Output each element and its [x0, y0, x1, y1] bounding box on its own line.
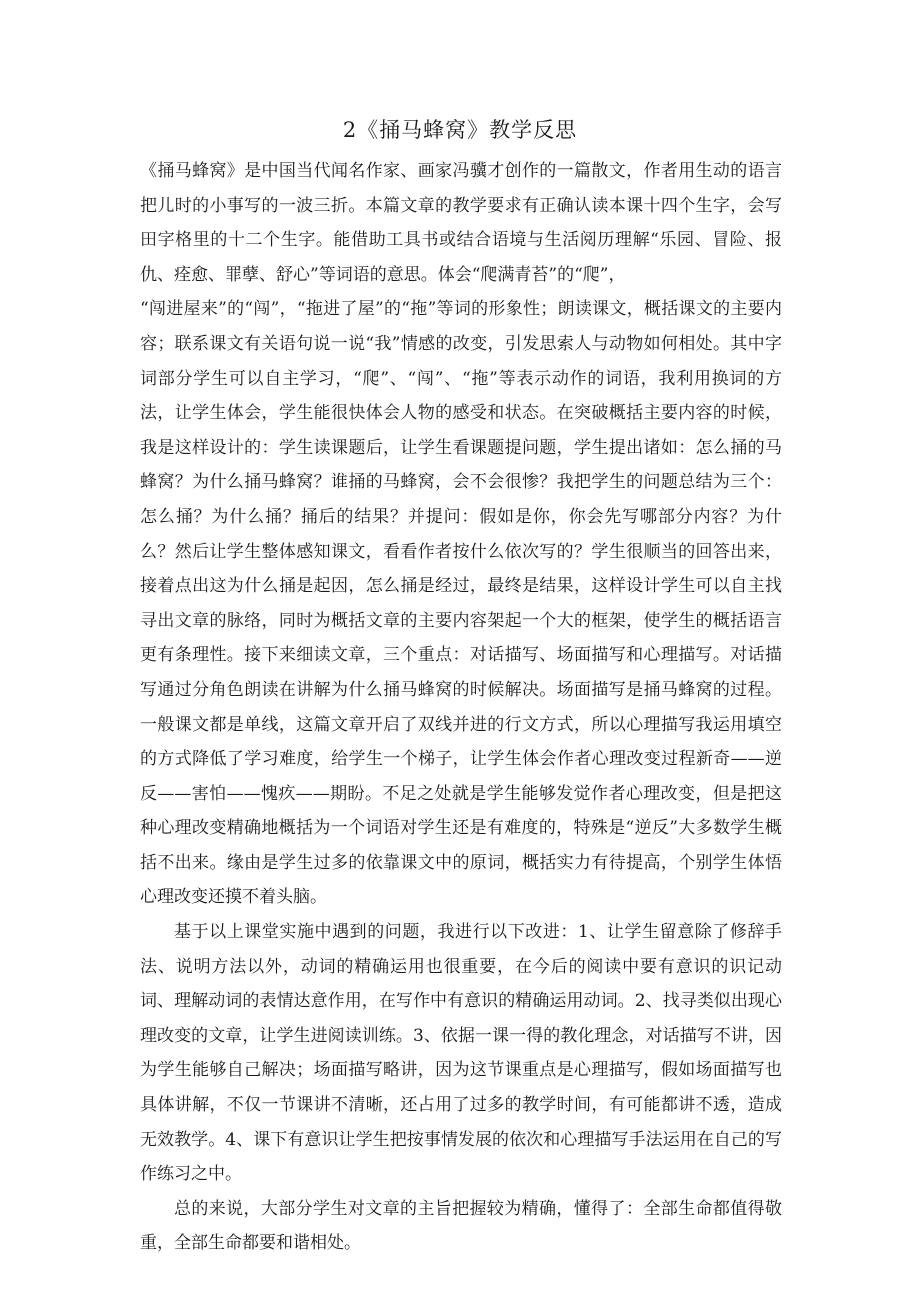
paragraph-intro: 《捅马蜂窝》是中国当代闻名作家、画家冯骥才创作的一篇散文，作者用生动的语言把儿时的小事写的一波三折。本篇文章的教学要求有正确认读本课十四个生字，会写田字格里的十二个生字。能借助工具书或结合语境与生活阅历理解“乐园、冒险、报仇、痊愈、罪孽、舒心”等词语的意思。体会“爬满青苔”的“爬”，	[140, 161, 782, 285]
document-title: 2《捅马蜂窝》教学反思	[342, 118, 578, 142]
paragraph-conclusion: 总的来说，大部分学生对文章的主旨把握较为精确，懂得了：全部生命都值得敬重，全部生命都要和谐相处。	[140, 1198, 782, 1254]
paragraph-teaching-process: “闯进屋来”的“闯”，“拖进了屋”的“拖”等词的形象性；朗读课文，概括课文的主要内容；联系课文有关语句说一说“我”情感的改变，引发思索人与动物如何相处。其中字词部分学生可以自主学习，“爬”、“闯”、“拖”等表示动作的词语，我利用换词的方法，让学生体会，学生能很快体会人物的感受和状态。在突破概括主要内容的时候，我是这样设计的：学生读课题后，让学生看课题提问题，学生提出诸如：怎么捅的马蜂窝？为什么捅马蜂窝？谁捅的马蜂窝，会不会很惨？我把学生的问题总结为三个：怎么捅？为什么捅？捅后的结果？并提问：假如是你，你会先写哪部分内容？为什么？然后让学生整体感知课文，看看作者按什么依次写的？学生很顺当的回答出来，接着点出这为什么捅是起因，怎么捅是经过，最终是结果，这样设计学生可以自主找寻出文章的脉络，同时为概括文章的主要内容架起一个大的框架，使学生的概括语言更有条理性。接下来细读文章，三个重点：对话描写、场面描写和心理描写。对话描写通过分角色朗读在讲解为什么捅马蜂窝的时候解决。场面描写是捅马蜂窝的过程。一般课文都是单线，这篇文章开启了双线并进的行文方式，所以心理描写我运用填空的方式降低了学习难度，给学生一个梯子，让学生体会作者心理改变过程新奇——逆反——害怕——愧疚——期盼。不足之处就是学生能够发觉作者心理改变，但是把这种心理改变精确地概括为一个词语对学生还是有难度的，特殊是“逆反”大多数学生概括不出来。缘由是学生过多的依靠课文中的原词，概括实力有待提高，个别学生体悟心理改变还摸不着头脑。	[140, 299, 782, 908]
document-body	[140, 154, 782, 1261]
paragraph-improvements: 基于以上课堂实施中遇到的问题，我进行以下改进：1、让学生留意除了修辞手法、说明方法以外，动词的精确运用也很重要，在今后的阅读中要有意识的识记动词、理解动词的表情达意作用，在写作中有意识的精确运用动词。2、找寻类似出现心理改变的文章，让学生进阅读训练。3、依据一课一得的教化理念，对话描写不讲，因为学生能够自己解决；场面描写略讲，因为这节课重点是心理描写，假如场面描写也具体讲解，不仅一节课讲不清晰，还占用了过多的教学时间，有可能都讲不透，造成无效教学。4、课下有意识让学生把按事情发展的依次和心理描写手法运用在自己的写作练习之中。	[140, 922, 782, 1185]
